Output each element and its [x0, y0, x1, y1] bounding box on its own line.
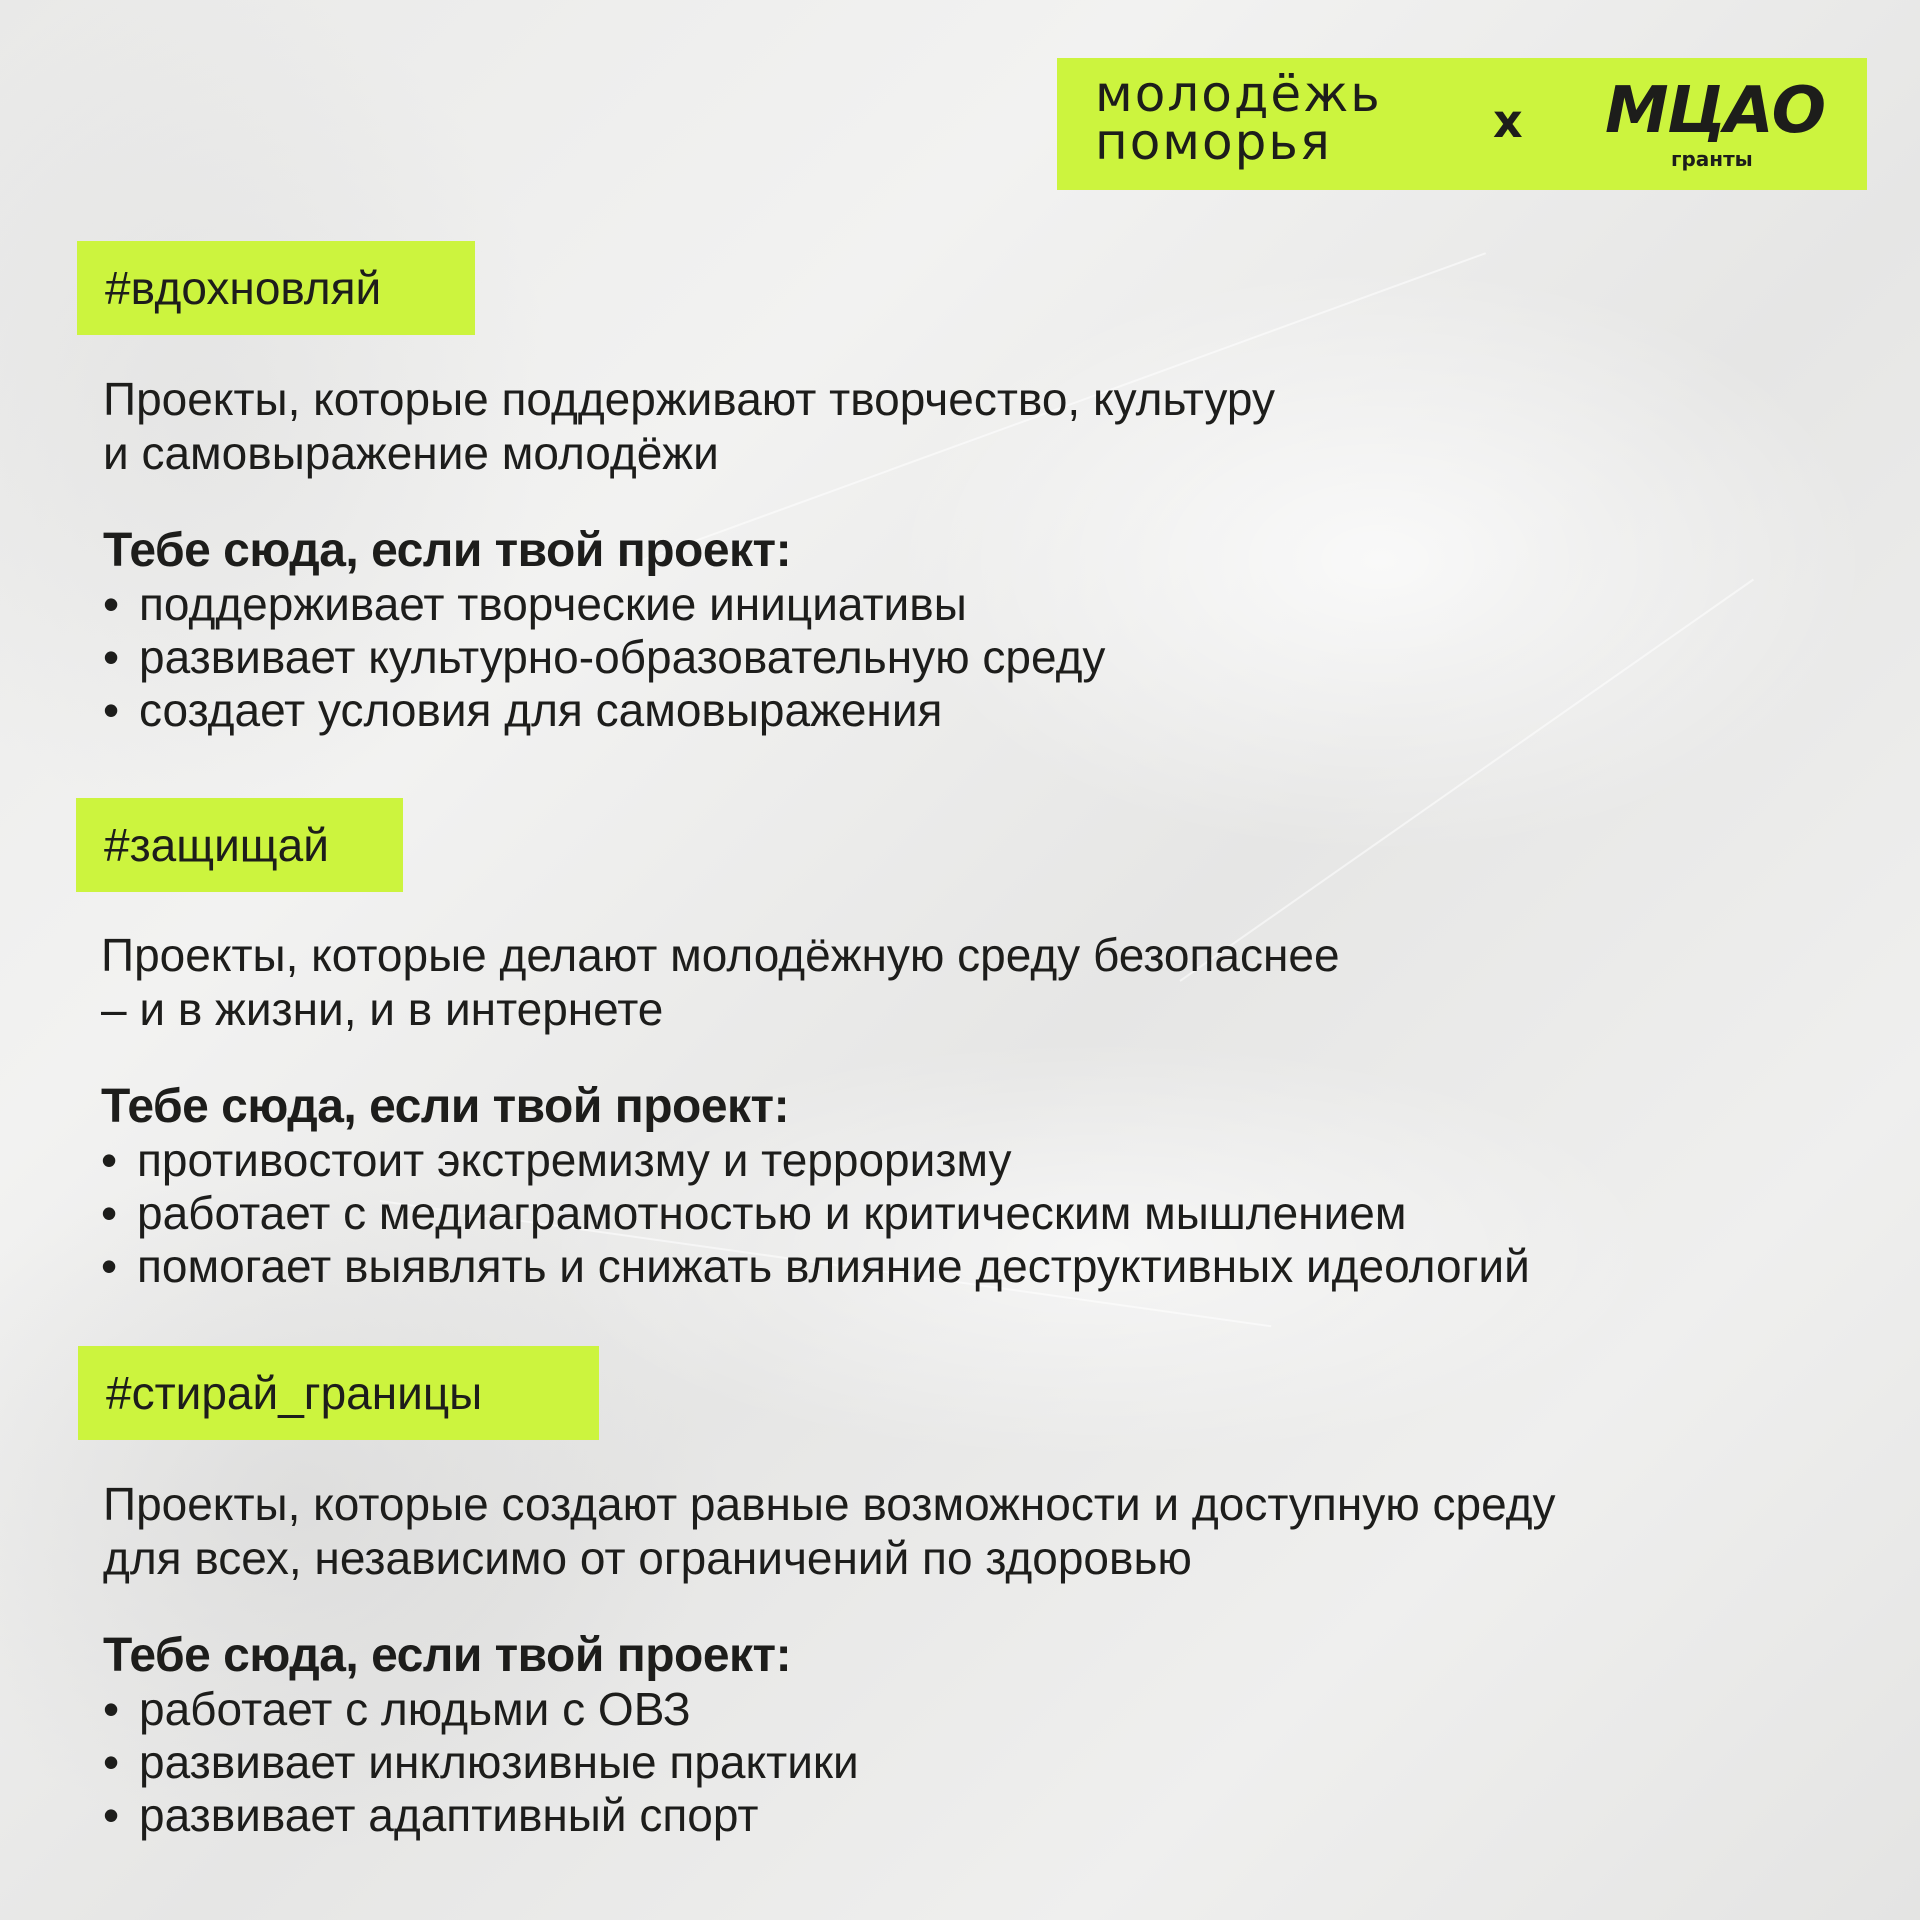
- partner-logo-bar: [1057, 58, 1867, 190]
- mcao-logo: МЦАО: [1605, 74, 1824, 148]
- section-tag-protect: #защищай: [76, 798, 403, 892]
- list-item: • помогает выявлять и снижать влияние деструктивных идеологий: [101, 1240, 1530, 1292]
- list-item: • работает с медиаграмотностью и критическим мышлением: [101, 1187, 1407, 1239]
- criteria-list: [103, 578, 1275, 737]
- criteria-list: [101, 1134, 1530, 1293]
- list-item: • развивает культурно-образовательную среду: [103, 631, 1106, 683]
- list-item: • противостоит экстремизму и терроризму: [101, 1134, 1012, 1186]
- section-erase-borders: [103, 1477, 1556, 1842]
- section-tag-inspire: #вдохновляй: [77, 241, 475, 335]
- molodezh-pomorya-logo: молодёжь поморья: [1095, 65, 1382, 171]
- section-tag-erase-borders: #стирай_границы: [78, 1346, 599, 1440]
- list-item: • создает условия для самовыражения: [103, 684, 943, 736]
- section-protect: [101, 928, 1530, 1293]
- logo-separator: x: [1493, 94, 1523, 148]
- list-item: • развивает инклюзивные практики: [103, 1736, 859, 1788]
- section-subheading: Тебе сюда, если твой проект:: [101, 1080, 790, 1133]
- section-subheading: Тебе сюда, если твой проект:: [103, 524, 792, 577]
- section-subheading: Тебе сюда, если твой проект:: [103, 1629, 792, 1682]
- list-item: • работает с людьми с ОВЗ: [103, 1683, 691, 1735]
- section-description: Проекты, которые создают равные возможности и доступную среду для всех, независимо от ограничений по здоровью: [103, 1478, 1556, 1584]
- mcao-logo-subtitle: гранты: [1671, 147, 1753, 171]
- section-inspire: [103, 372, 1275, 737]
- list-item: • развивает адаптивный спорт: [103, 1789, 759, 1841]
- list-item: • поддерживает творческие инициативы: [103, 578, 967, 630]
- section-description: Проекты, которые делают молодёжную среду безопаснее – и в жизни, и в интернете: [101, 929, 1340, 1035]
- section-description: Проекты, которые поддерживают творчество, культуру и самовыражение молодёжи: [103, 373, 1275, 479]
- criteria-list: [103, 1683, 1556, 1842]
